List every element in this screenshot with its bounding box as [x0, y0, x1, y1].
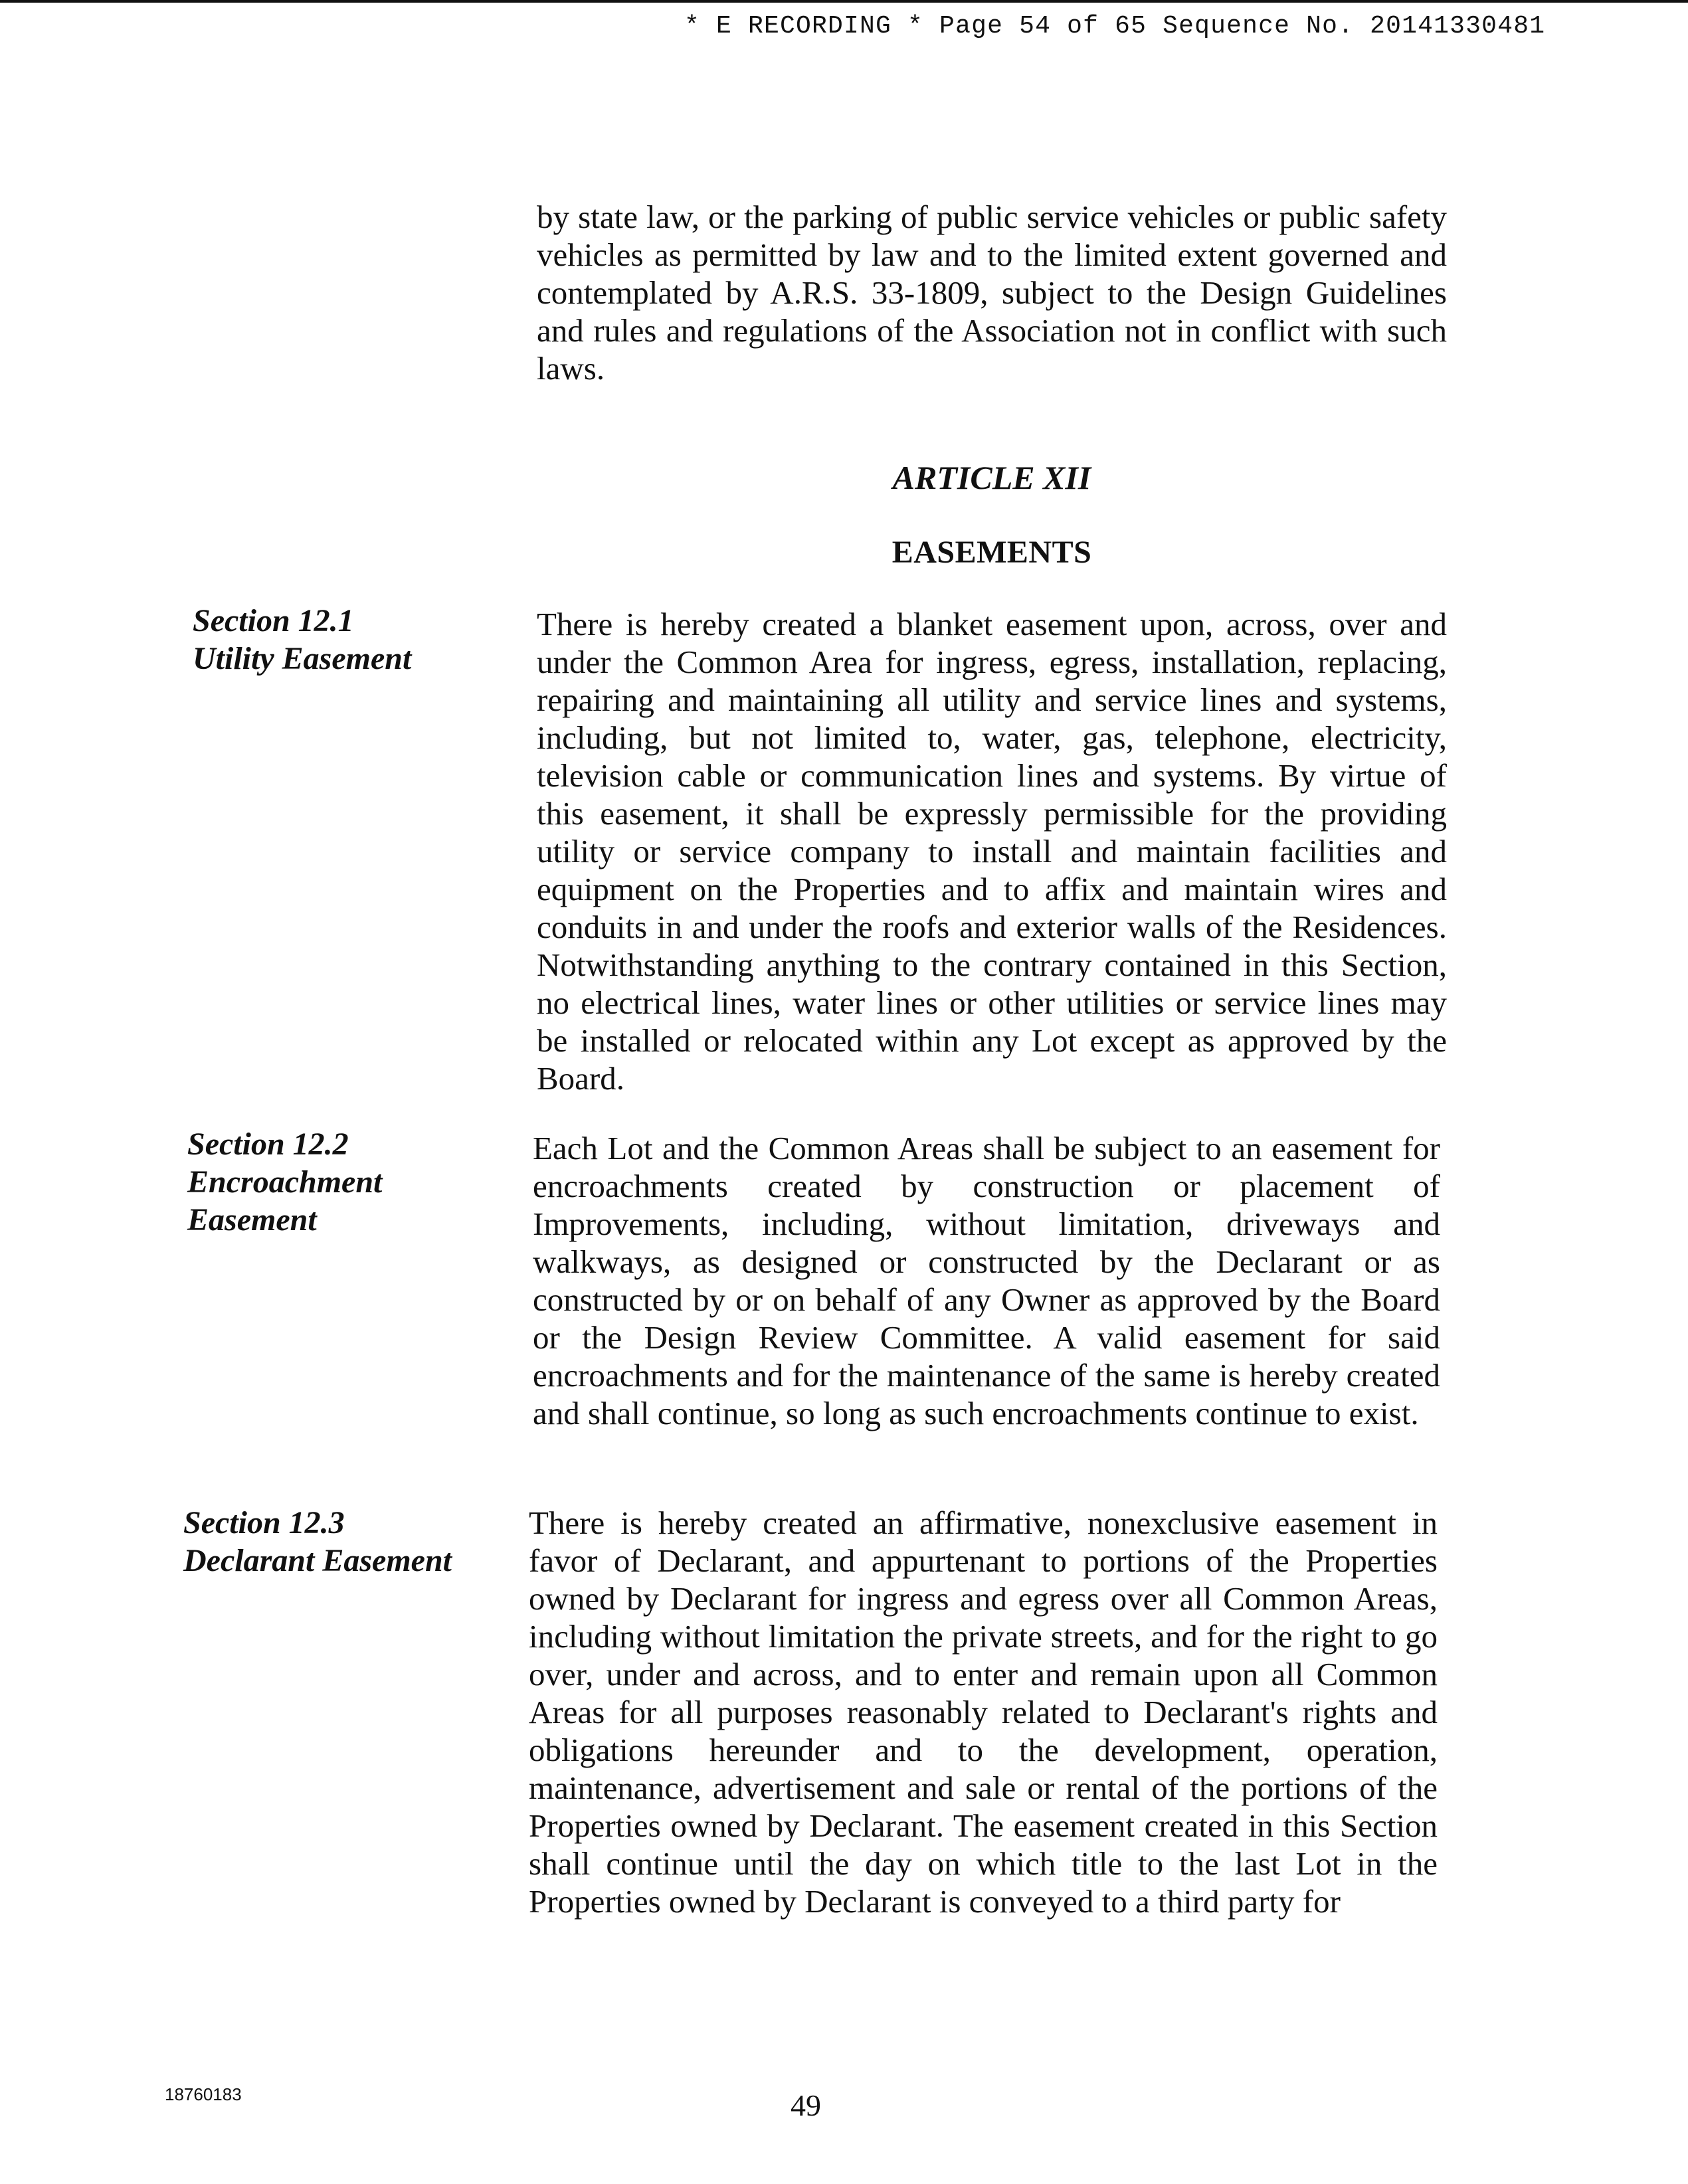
- section-12-1-heading: [193, 602, 411, 678]
- section-heading-line: Declarant Easement: [183, 1543, 452, 1578]
- section-heading-line: Easement: [187, 1202, 317, 1237]
- document-number: 18760183: [165, 2084, 242, 2104]
- recording-stamp: * E RECORDING * Page 54 of 65 Sequence No. 20141330481: [684, 12, 1546, 41]
- top-rule: [0, 0, 1688, 3]
- section-heading-line: Utility Easement: [193, 641, 412, 676]
- section-12-3-heading: [183, 1504, 452, 1580]
- section-number: Section 12.1: [193, 603, 354, 638]
- section-number: Section 12.2: [187, 1127, 349, 1162]
- continuation-paragraph: by state law, or the parking of public service vehicles or public safety vehicles as permitted by law and to the limited extent governed and contemplated by A.R.S. 33-1809, subject to the Design Guidelines and rules and regulations of the Association not in conflict with such laws.: [537, 199, 1447, 387]
- page-number: 49: [791, 2088, 821, 2122]
- section-12-1-text: There is hereby created a blanket easement upon, across, over and under the Common Area for ingress, egress, installation, replacing, repairing and maintaining all utility and service lines and systems, including, but not limited to, water, gas, telephone, electricity, television cable or communication lines and systems. By virtue of this easement, it shall be expressly permissible for the providing utility or service company to install and maintain facilities and equipment on the Properties and to affix and maintain wires and conduits in and under the roofs and exterior walls of the Residences. Notwithstanding anything to the contrary contained in this Section, no electrical lines, water lines or other utilities or service lines may be installed or relocated within any Lot except as approved by the Board.: [537, 606, 1447, 1097]
- section-12-2-heading: [187, 1125, 382, 1239]
- section-12-2-text: Each Lot and the Common Areas shall be subject to an easement for encroachments created by construction or placement of Improvements, including, without limitation, driveways and walkways, as designed or constructed by the Declarant or as constructed by or on behalf of any Owner as approved by the Board or the Design Review Committee. A valid easement for said encroachments and for the maintenance of the same is hereby created and shall continue, so long as such encroachments continue to exist.: [533, 1130, 1440, 1431]
- section-number: Section 12.3: [183, 1505, 345, 1540]
- article-number: ARTICLE XII: [892, 459, 1091, 496]
- article-title: EASEMENTS: [891, 535, 1092, 570]
- section-12-3-text: There is hereby created an affirmative, nonexclusive easement in favor of Declarant, and appurtenant to portions of the Properties owned by Declarant for ingress and egress over all Common Areas, including without limitation the private streets, and for the right to go over, under and across, and to enter and remain upon all Common Areas for all purposes reasonably related to Declarant's rights and obligations hereunder and to the development, operation, maintenance, advertisement and sale or rental of the portions of the Properties owned by Declarant. The easement created in this Section shall continue until the day on which title to the last Lot in the Properties owned by Declarant is conveyed to a third party for: [529, 1504, 1438, 1920]
- section-heading-line: Encroachment: [187, 1164, 383, 1200]
